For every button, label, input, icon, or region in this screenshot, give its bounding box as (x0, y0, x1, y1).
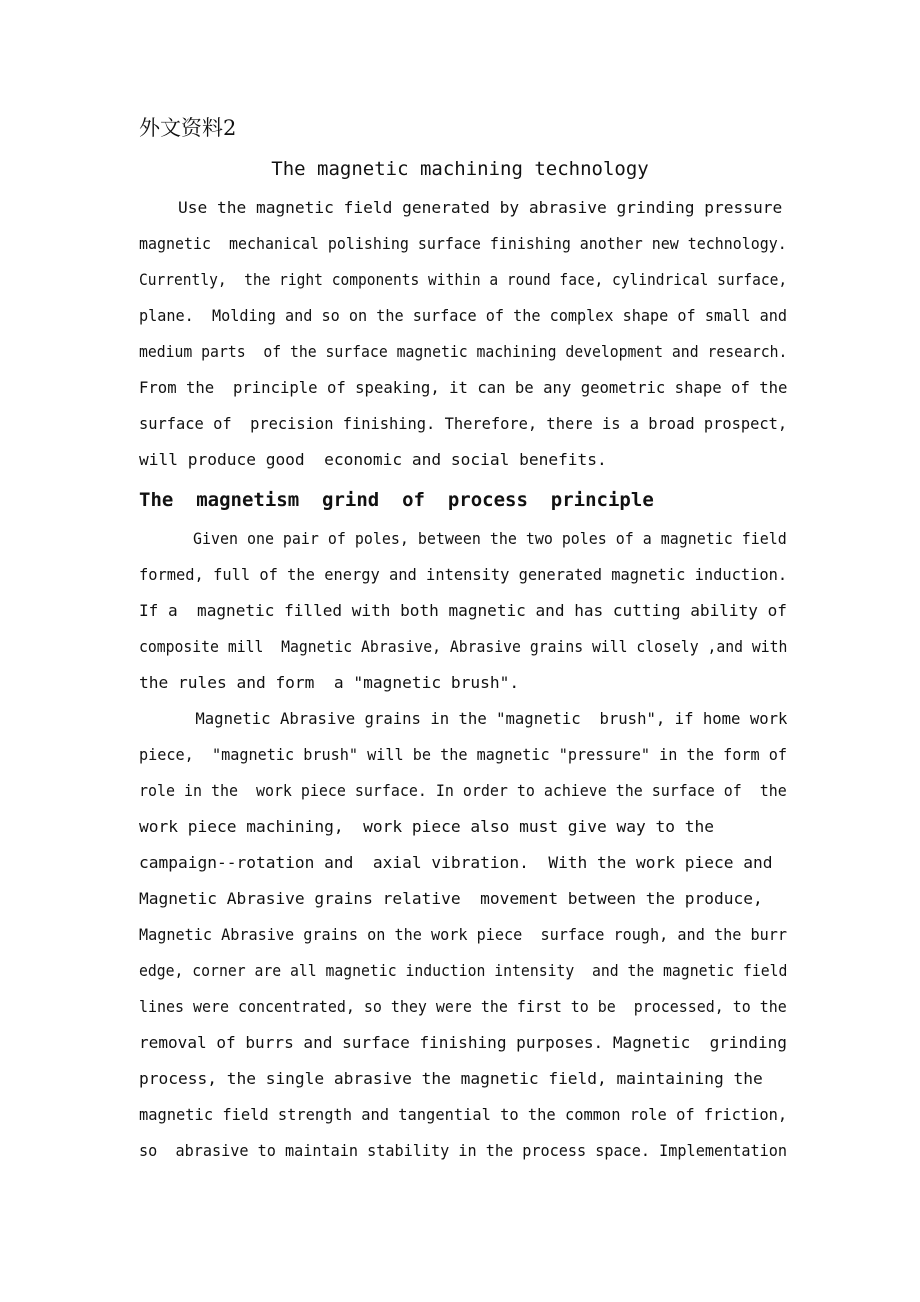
document-title: The magnetic machining technology (271, 158, 649, 180)
text-line: the rules and form a "magnetic brush". (139, 673, 520, 692)
text-line: role in the work piece surface. In order to achieve the surface of the (139, 781, 787, 800)
text-line: Given one pair of poles, between the two poles of a magnetic field (139, 529, 787, 548)
text-line: Magnetic Abrasive grains on the work piece surface rough, and the burr (139, 925, 787, 944)
text-line: will produce good economic and social benefits. (139, 450, 607, 469)
document-label: 外文资料2 (139, 116, 237, 140)
text-line: removal of burrs and surface finishing purposes. Magnetic grinding (139, 1033, 787, 1052)
text-line: magnetic field strength and tangential to the common role of friction, (139, 1105, 787, 1124)
text-line: If a magnetic filled with both magnetic and has cutting ability of (139, 601, 787, 620)
text-line: formed, full of the energy and intensity generated magnetic induction. (139, 565, 787, 584)
section-heading: The magnetism grind of process principle (139, 489, 654, 511)
text-line: From the principle of speaking, it can be any geometric shape of the (139, 378, 787, 397)
text-line: plane. Molding and so on the surface of the complex shape of small and (139, 306, 787, 325)
text-line: composite mill Magnetic Abrasive, Abrasive grains will closely ,and with (139, 637, 787, 656)
text-line: so abrasive to maintain stability in the process space. Implementation (139, 1141, 787, 1160)
text-line: Use the magnetic field generated by abrasive grinding pressure (139, 198, 783, 217)
text-line: surface of precision finishing. Therefore, there is a broad prospect, (139, 414, 787, 433)
text-line: Magnetic Abrasive grains relative movement between the produce, (139, 889, 763, 908)
text-line: lines were concentrated, so they were the first to be processed, to the (139, 997, 787, 1016)
text-line: work piece machining, work piece also must give way to the (139, 817, 714, 836)
text-line: magnetic mechanical polishing surface finishing another new technology. (139, 234, 787, 253)
text-line: process, the single abrasive the magnetic field, maintaining the (139, 1069, 763, 1088)
text-line: Currently, the right components within a round face, cylindrical surface, (139, 270, 787, 289)
text-line: medium parts of the surface magnetic machining development and research. (139, 342, 787, 361)
text-line: Magnetic Abrasive grains in the "magnetic brush", if home work (139, 709, 787, 728)
text-line: campaign--rotation and axial vibration. With the work piece and (139, 853, 773, 872)
text-line: piece, "magnetic brush" will be the magnetic "pressure" in the form of (139, 745, 787, 764)
text-line: edge, corner are all magnetic induction intensity and the magnetic field (139, 961, 787, 980)
